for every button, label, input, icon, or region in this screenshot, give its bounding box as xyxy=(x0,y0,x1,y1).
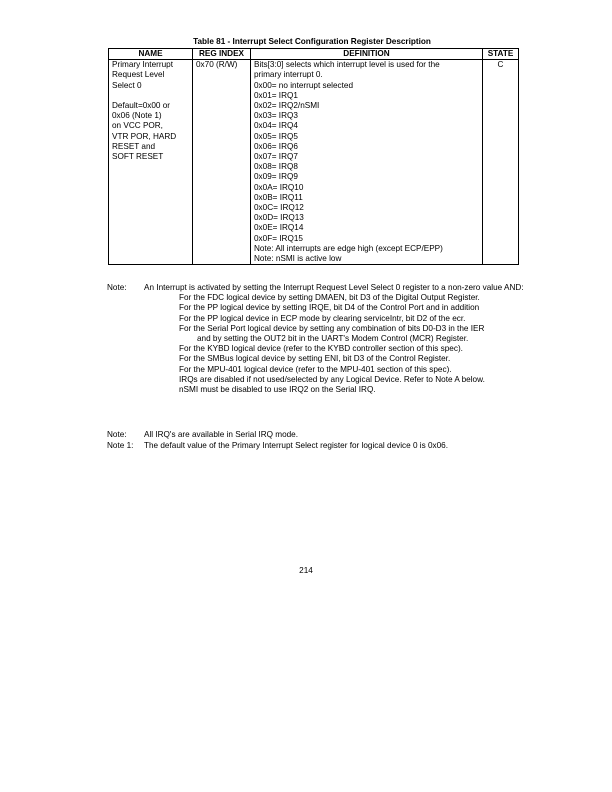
definition-line: Note: nSMI is active low xyxy=(254,254,342,264)
definition-line: 0x0C= IRQ12 xyxy=(254,203,304,213)
definition-line: 0x07= IRQ7 xyxy=(254,152,298,162)
condition-line: For the MPU-401 logical device (refer to the MPU-401 section of this spec). xyxy=(179,364,452,374)
serial-irq-note xyxy=(107,430,527,440)
note-text: The default value of the Primary Interrupt Select register for logical device 0 is 0x06. xyxy=(144,441,448,450)
notes-section xyxy=(107,283,527,395)
name-line: Request Level xyxy=(112,70,165,80)
definition-line: 0x0D= IRQ13 xyxy=(254,213,304,223)
definition-line: primary interrupt 0. xyxy=(254,70,323,80)
definition-cell xyxy=(251,60,483,265)
table-header-row xyxy=(109,49,519,60)
definition-line: 0x01= IRQ1 xyxy=(254,90,298,100)
condition-line: For the PP logical device in ECP mode by clearing serviceIntr, bit D2 of the ecr. xyxy=(179,313,466,323)
default-line: on VCC POR, xyxy=(112,121,163,131)
note-label: Note 1: xyxy=(107,441,134,450)
default-line: 0x06 (Note 1) xyxy=(112,111,162,121)
register-table xyxy=(108,48,519,265)
condition-line: For the KYBD logical device (refer to the KYBD controller section of this spec). xyxy=(179,344,463,354)
definition-line: 0x08= IRQ8 xyxy=(254,162,298,172)
default-line: SOFT RESET xyxy=(112,152,164,162)
page-number: 214 xyxy=(299,566,313,575)
definition-line: 0x09= IRQ9 xyxy=(254,172,298,182)
register-name-cell xyxy=(109,60,193,265)
condition-line: For the Serial Port logical device by setting any combination of bits D0-D3 in the IER xyxy=(179,323,485,333)
definition-line: 0x0F= IRQ15 xyxy=(254,233,303,243)
definition-line: 0x0A= IRQ10 xyxy=(254,182,304,192)
note-1 xyxy=(107,441,527,451)
default-line: RESET and xyxy=(112,141,156,151)
name-line: Select 0 xyxy=(112,80,142,90)
condition-line: nSMI must be disabled to use IRQ2 on the Serial IRQ. xyxy=(179,385,376,395)
default-line: Default=0x00 or xyxy=(112,101,171,110)
condition-line: For the SMBus logical device by setting ENI, bit D3 of the Control Register. xyxy=(179,354,451,364)
table-row xyxy=(109,60,519,265)
note-text: All IRQ's are available in Serial IRQ mode. xyxy=(144,430,299,439)
table-title: Table 81 - Interrupt Select Configuration Register Description xyxy=(193,37,431,46)
definition-line: 0x00= no interrupt selected xyxy=(254,80,353,90)
definition-line: Note: All interrupts are edge high (except ECP/EPP) xyxy=(254,243,443,253)
note-label: Note: xyxy=(107,283,127,292)
header-definition: DEFINITION xyxy=(251,49,483,60)
definition-line: Bits[3:0] selects which interrupt level is used for the xyxy=(254,60,440,70)
reg-index-cell xyxy=(193,60,251,265)
note-label: Note: xyxy=(107,430,127,439)
main-note xyxy=(107,283,527,293)
reg-index-value: 0x70 (R/W) xyxy=(196,60,238,70)
condition-line: For the PP logical device by setting IRQE, bit D4 of the Control Port and in addition xyxy=(179,303,480,313)
condition-line: For the FDC logical device by setting DMAEN, bit D3 of the Digital Output Register. xyxy=(179,293,480,303)
state-value: C xyxy=(497,60,504,70)
definition-line: 0x04= IRQ4 xyxy=(254,121,298,131)
definition-line: 0x05= IRQ5 xyxy=(254,131,298,141)
definition-line: 0x0E= IRQ14 xyxy=(254,223,304,233)
default-line: VTR POR, HARD xyxy=(112,131,177,141)
note-text: An Interrupt is activated by setting the Interrupt Request Level Select 0 register to a non-zero value AND: xyxy=(144,283,524,292)
condition-continuation: and by setting the OUT2 bit in the UART's Modem Control (MCR) Register. xyxy=(197,334,469,344)
header-name: NAME xyxy=(109,49,193,60)
state-cell xyxy=(483,60,519,265)
definition-line: 0x06= IRQ6 xyxy=(254,141,298,151)
header-reg-index: REG INDEX xyxy=(193,49,251,60)
name-line: Primary Interrupt xyxy=(112,60,173,70)
condition-line: IRQs are disabled if not used/selected by any Logical Device. Refer to Note A below. xyxy=(179,374,485,384)
definition-line: 0x02= IRQ2/nSMI xyxy=(254,101,320,111)
definition-line: 0x0B= IRQ11 xyxy=(254,192,303,202)
definition-line: 0x03= IRQ3 xyxy=(254,111,298,121)
header-state: STATE xyxy=(483,49,519,60)
